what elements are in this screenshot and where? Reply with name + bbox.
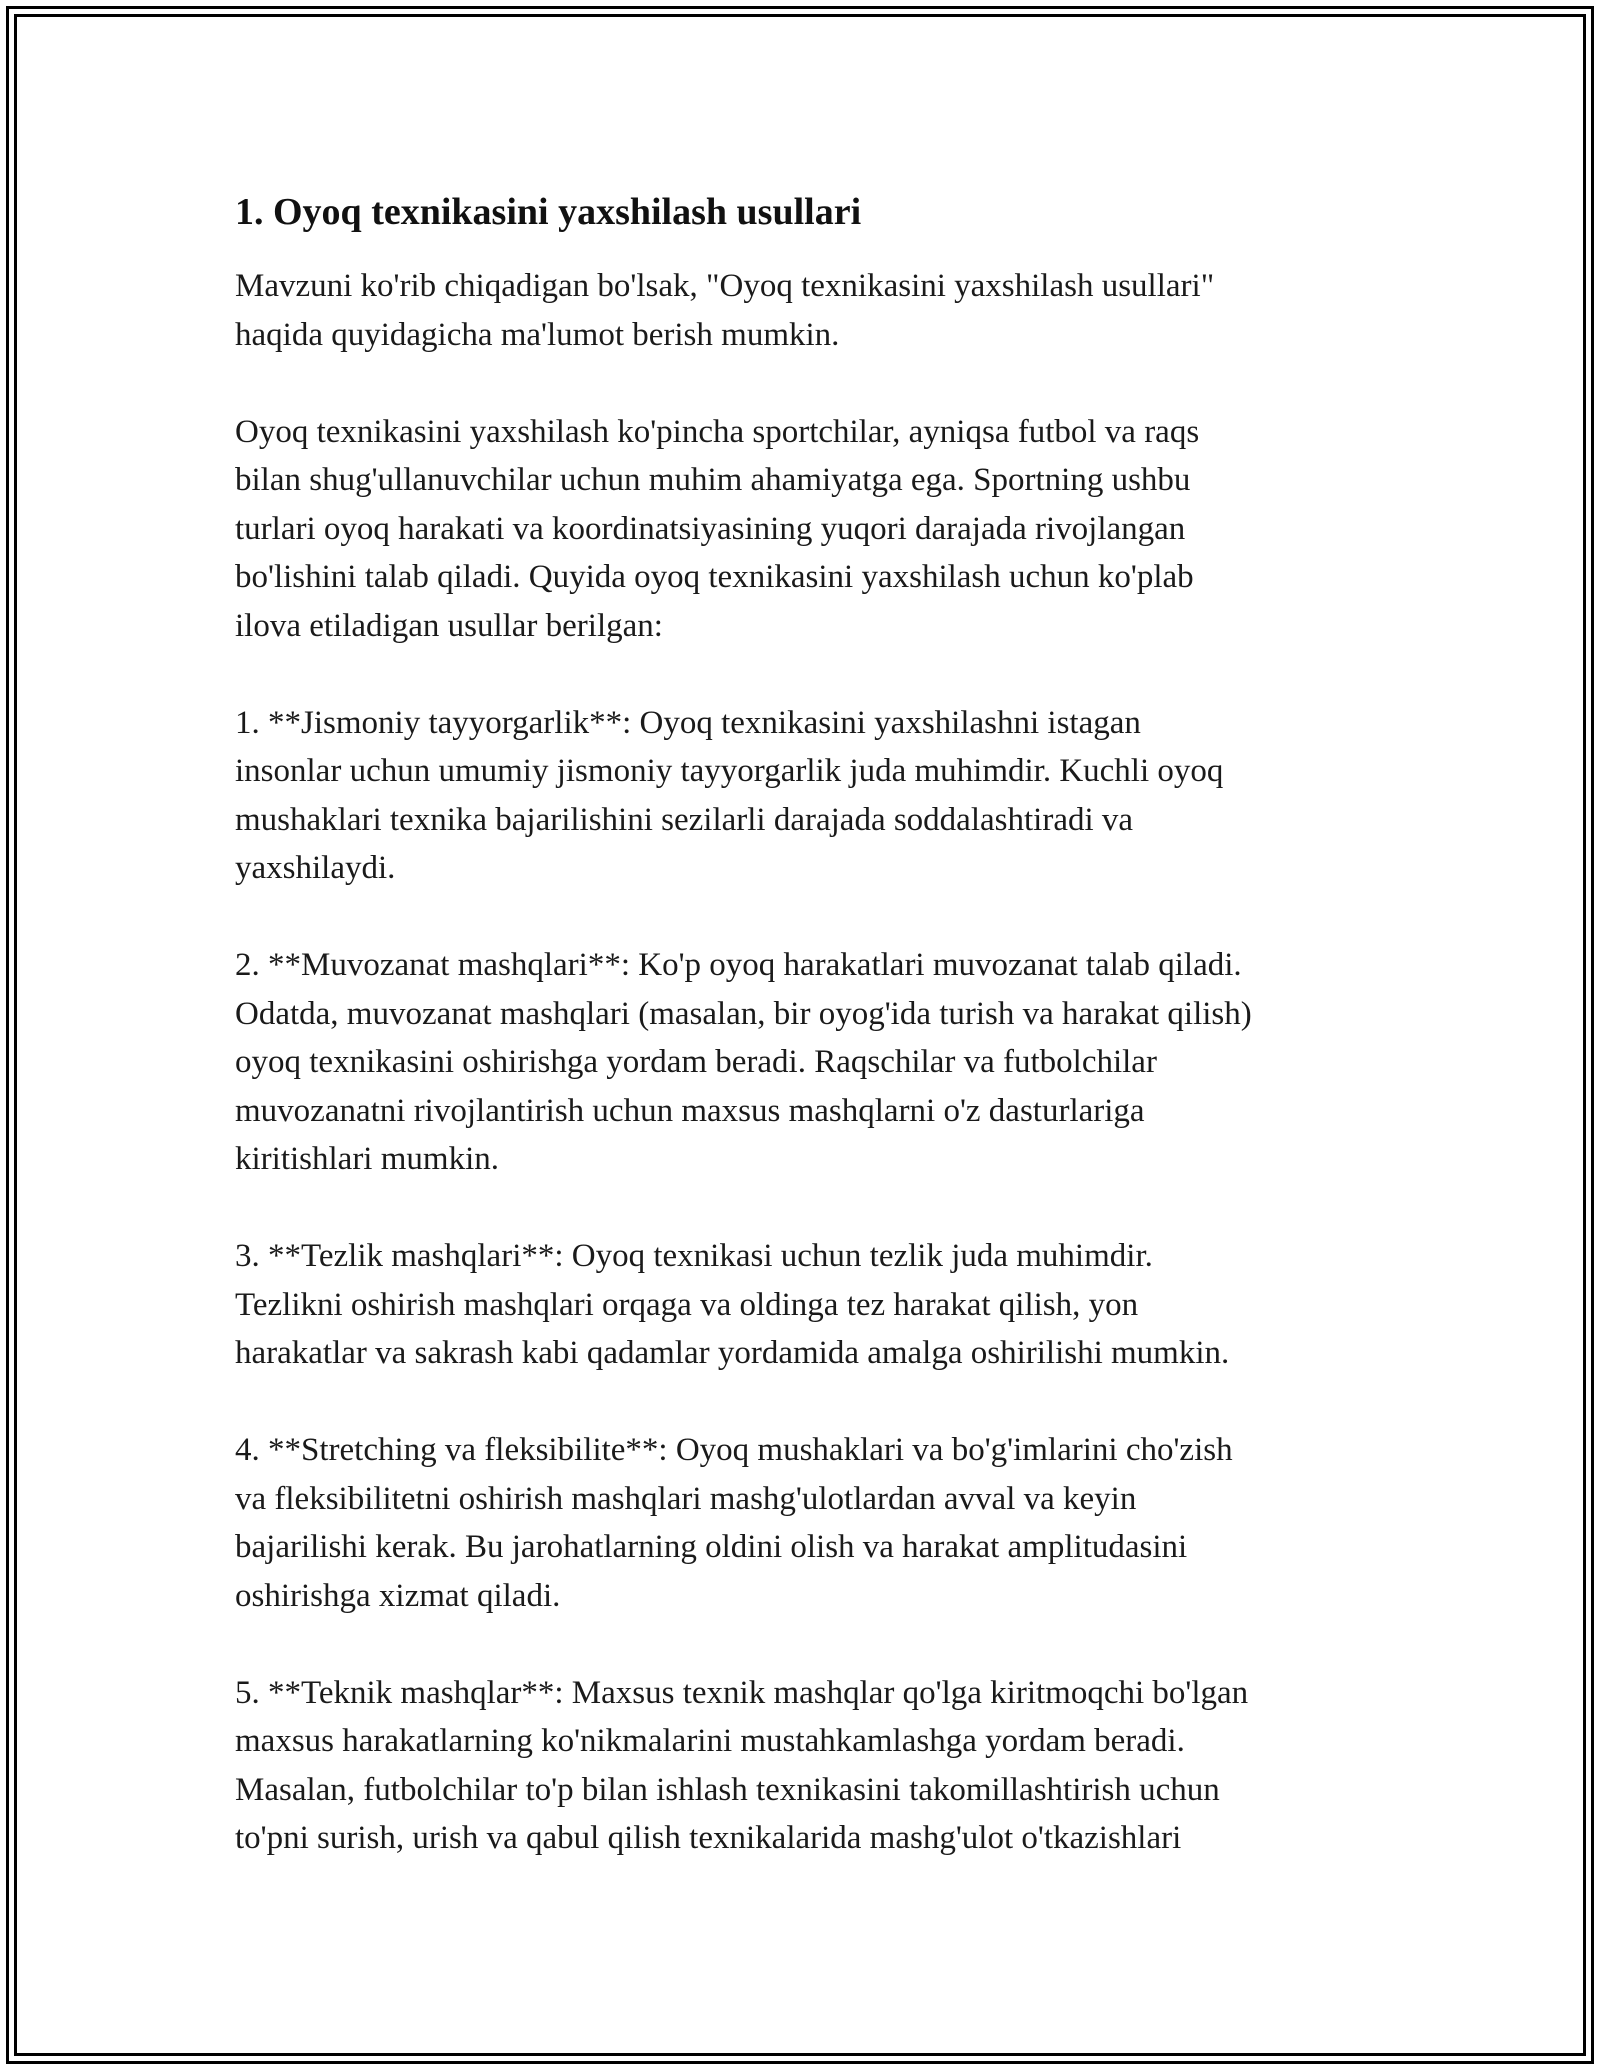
list-item-stretching-flexibility: 4. **Stretching va fleksibilite**: Oyoq mushaklari va bo'g'imlarini cho'zish va fleksibilitetni oshirish mashqlari mashg'ulotlardan avval va keyin bajarilishi kerak. Bu jarohatlarning oldini olish va harakat amplitudasini oshirishga xizmat qiladi. bbox=[235, 1432, 1233, 1614]
document-body bbox=[235, 188, 1375, 1863]
list-item-speed-exercises: 3. **Tezlik mashqlari**: Oyoq texnikasi uchun tezlik juda muhimdir. Tezlikni oshirish mashqlari orqaga va oldinga tez harakat qilish, yon harakatlar va sakrash kabi qadamlar yordamida amalga oshirilishi mumkin. bbox=[235, 1238, 1230, 1371]
paragraph-overview: Oyoq texnikasini yaxshilash ko'pincha sportchilar, ayniqsa futbol va raqs bilan shug'ullanuvchilar uchun muhim ahamiyatga ega. Sportning ushbu turlari oyoq harakati va koordinatsiyasining yuqori darajada rivojlangan bo'lishini talab qiladi. Quyida oyoq texnikasini yaxshilash uchun ko'plab ilova etiladigan usullar berilgan: bbox=[235, 413, 1200, 644]
list-item-physical-preparation: 1. **Jismoniy tayyorgarlik**: Oyoq texnikasini yaxshilashni istagan insonlar uchun umumiy jismoniy tayyorgarlik juda muhimdir. Kuchli oyoq mushaklari texnika bajarilishini sezilarli darajada soddalashtiradi va yaxshilaydi. bbox=[235, 704, 1224, 886]
list-item-technical-exercises: 5. **Teknik mashqlar**: Maxsus texnik mashqlar qo'lga kiritmoqchi bo'lgan maxsus harakatlarning ko'nikmalarini mustahkamlashga yordam beradi. Masalan, futbolchilar to'p bilan ishlash texnikasini takomillashtirish uchun to'pni surish, urish va qabul qilish texnikalarida mashg'ulot o'tkazishlari bbox=[235, 1674, 1249, 1856]
document-title: 1. Oyoq texnikasini yaxshilash usullari bbox=[235, 191, 862, 233]
list-item-balance-exercises: 2. **Muvozanat mashqlari**: Ko'p oyoq harakatlari muvozanat talab qiladi. Odatda, muvozanat mashqlari (masalan, bir oyog'ida turish va harakat qilish) oyoq texnikasini oshirishga yordam beradi. Raqschilar va futbolchilar muvozanatni rivojlantirish uchun maxsus mashqlarni o'z dasturlariga kiritishlari mumkin. bbox=[235, 947, 1252, 1177]
paragraph-intro: Mavzuni ko'rib chiqadigan bo'lsak, "Oyoq texnikasini yaxshilash usullari" haqida quyidagicha ma'lumot berish mumkin. bbox=[235, 268, 1215, 353]
